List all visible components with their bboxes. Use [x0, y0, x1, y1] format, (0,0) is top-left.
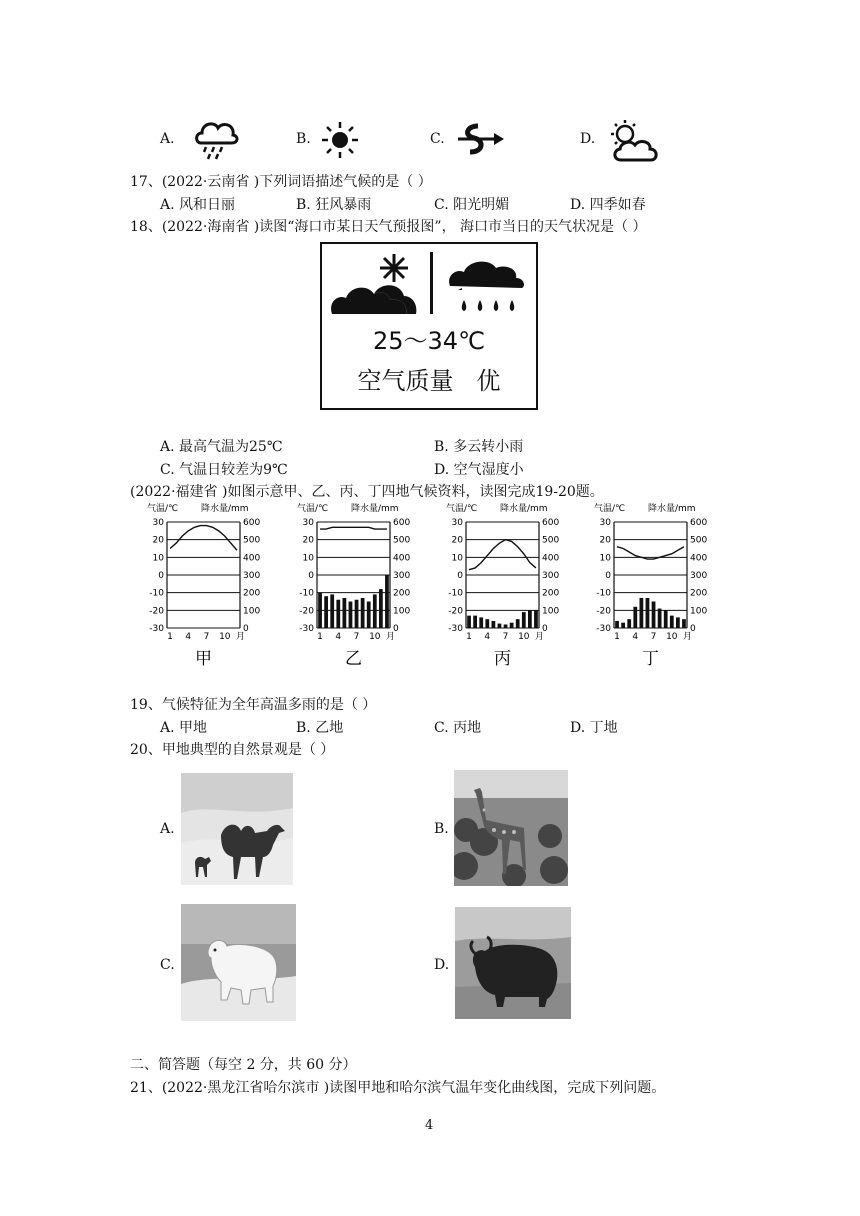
precip-bar	[349, 602, 353, 629]
q19-option-b[interactable]: B. 乙地	[296, 720, 344, 736]
month-tick-label: 1	[614, 632, 620, 642]
temperature-line	[170, 526, 237, 551]
precip-bar	[522, 612, 526, 628]
q21-stem: 21、(2022·黑龙江省哈尔滨市 )读图甲地和哈尔滨气温年变化曲线图，完成下列问题。	[130, 1080, 666, 1096]
precip-bar	[504, 624, 508, 628]
q20-stem: 20、甲地典型的自然景观是（ ）	[130, 742, 335, 758]
precip-axis-label: 降水量/mm	[201, 504, 249, 514]
precip-bar	[682, 619, 686, 628]
precip-tick-label: 100	[690, 606, 708, 617]
temp-tick-label: 30	[152, 518, 164, 528]
precip-tick-label: 300	[542, 571, 560, 581]
precip-tick-label: 600	[542, 518, 560, 528]
temp-tick-label: 10	[152, 553, 164, 564]
q20-option-a-letter[interactable]: A.	[160, 821, 175, 837]
precip-tick-label: 0	[690, 624, 696, 634]
q18-option-d[interactable]: D. 空气湿度小	[434, 462, 524, 478]
precip-tick-label: 300	[690, 571, 708, 581]
temp-tick-label: -10	[299, 588, 314, 599]
climate-chart-0	[145, 500, 295, 670]
sun-icon	[320, 120, 360, 160]
month-unit-label: 月	[386, 632, 396, 642]
precip-tick-label: 100	[393, 606, 411, 617]
precip-tick-label: 0	[243, 624, 249, 634]
temp-axis-label: 气温/℃	[446, 504, 478, 514]
temp-tick-label: -30	[596, 624, 611, 634]
q17-option-a[interactable]: A. 风和日丽	[160, 197, 236, 213]
precip-bar	[658, 609, 662, 628]
forecast-divider	[430, 252, 433, 314]
q17-option-d[interactable]: D. 四季如春	[570, 197, 646, 213]
month-tick-label: 1	[167, 632, 173, 642]
temp-axis-label: 气温/℃	[297, 504, 329, 514]
temp-tick-label: 0	[308, 571, 314, 581]
precip-axis-label: 降水量/mm	[500, 504, 548, 514]
precip-bar	[485, 619, 489, 628]
temp-tick-label: 30	[599, 518, 611, 528]
precip-tick-label: 300	[393, 571, 411, 581]
rain-cloud-icon	[193, 113, 239, 161]
precip-bar	[318, 593, 322, 628]
temp-tick-label: 0	[457, 571, 463, 581]
precip-tick-label: 400	[393, 553, 411, 564]
precip-axis-label: 降水量/mm	[648, 504, 696, 514]
q20-option-c-letter[interactable]: C.	[160, 957, 175, 973]
precip-bar	[355, 600, 359, 628]
polar-bear-ice-photo[interactable]	[181, 904, 296, 1021]
q19-option-d[interactable]: D. 丁地	[570, 720, 618, 736]
temp-tick-label: 20	[302, 535, 314, 546]
precip-bar	[510, 623, 514, 628]
precip-bar	[670, 616, 674, 628]
q19-option-c[interactable]: C. 丙地	[434, 720, 482, 736]
q20-option-b-letter[interactable]: B.	[434, 821, 449, 837]
precip-tick-label: 200	[393, 588, 411, 599]
temp-axis-label: 气温/℃	[147, 504, 179, 514]
month-tick-label: 1	[317, 632, 323, 642]
month-tick-label: 1	[466, 632, 472, 642]
section-heading: 二、简答题（每空 2 分，共 60 分）	[130, 1057, 357, 1073]
q20-option-d-letter[interactable]: D.	[434, 957, 450, 973]
chart-title: 乙	[345, 649, 362, 669]
q19-stem: 19、气候特征为全年高温多雨的是（ ）	[130, 697, 377, 713]
month-tick-label: 10	[369, 632, 381, 642]
month-tick-label: 4	[484, 632, 491, 642]
month-tick-label: 10	[666, 632, 678, 642]
chart-title: 甲	[195, 649, 212, 669]
temp-tick-label: -20	[448, 606, 463, 617]
month-tick-label: 4	[632, 632, 639, 642]
month-tick-label: 7	[353, 632, 360, 642]
sun-behind-cloud-icon	[605, 118, 661, 164]
q18-stem: 18、(2022·海南省 )读图“海口市某日天气预报图”， 海口市当日的天气状况是（ ）	[130, 219, 647, 235]
precip-tick-label: 500	[542, 535, 560, 546]
q18-option-a[interactable]: A. 最高气温为25℃	[160, 439, 283, 455]
precip-bar	[342, 598, 346, 628]
wind-arrow-icon	[456, 122, 506, 156]
temp-tick-label: 0	[605, 571, 611, 581]
month-tick-label: 4	[185, 632, 192, 642]
precip-bar	[491, 621, 495, 628]
precip-tick-label: 0	[393, 624, 399, 634]
precip-bar	[652, 602, 656, 629]
temperature-line	[320, 527, 387, 529]
page-number: 4	[425, 1118, 434, 1133]
precip-tick-label: 300	[243, 571, 261, 581]
precip-tick-label: 100	[243, 606, 261, 617]
month-tick-label: 7	[203, 632, 210, 642]
precip-bar	[336, 600, 340, 628]
weather-forecast-panel	[320, 242, 538, 410]
precip-bar	[676, 617, 680, 628]
temp-tick-label: 30	[302, 518, 314, 528]
precip-axis-label: 降水量/mm	[351, 504, 399, 514]
q18-option-b[interactable]: B. 多云转小雨	[434, 439, 524, 455]
temp-tick-label: -30	[299, 624, 314, 634]
precip-bar	[330, 594, 334, 628]
month-unit-label: 月	[535, 632, 545, 642]
precip-tick-label: 500	[243, 535, 261, 546]
q19-option-a[interactable]: A. 甲地	[160, 720, 208, 736]
precip-bar	[534, 610, 538, 628]
temp-tick-label: 30	[451, 518, 463, 528]
temp-tick-label: -20	[299, 606, 314, 617]
precip-tick-label: 200	[690, 588, 708, 599]
giraffe-savanna-photo[interactable]	[454, 770, 568, 886]
temp-tick-label: -20	[596, 606, 611, 617]
precip-bar	[646, 598, 650, 628]
q18-option-c[interactable]: C. 气温日较差为9℃	[160, 462, 288, 478]
precip-tick-label: 400	[243, 553, 261, 564]
temp-tick-label: 20	[152, 535, 164, 546]
temperature-line	[469, 540, 536, 570]
precip-tick-label: 100	[542, 606, 560, 617]
precip-bar	[367, 602, 371, 629]
temp-tick-label: -30	[149, 624, 164, 634]
precip-bar	[528, 610, 532, 628]
precip-bar	[385, 575, 389, 628]
precip-bar	[639, 598, 643, 628]
rain-icon	[444, 258, 528, 318]
option-a-letter: A.	[160, 131, 175, 147]
temp-tick-label: 10	[599, 553, 611, 564]
sun-cloud-icon	[328, 248, 428, 320]
precip-tick-label: 200	[243, 588, 261, 599]
temp-tick-label: -10	[149, 588, 164, 599]
forecast-temperature: 25～34℃	[372, 327, 486, 355]
temp-axis-label: 气温/℃	[594, 504, 626, 514]
option-c-letter: C.	[430, 131, 445, 147]
precip-tick-label: 200	[542, 588, 560, 599]
yak-grassland-photo[interactable]	[455, 907, 571, 1019]
option-b-letter: B.	[296, 131, 311, 147]
q19-20-intro: (2022·福建省 )如图示意甲、乙、丙、丁四地气候资料，读图完成19-20题。	[130, 484, 604, 500]
precip-tick-label: 500	[690, 535, 708, 546]
month-unit-label: 月	[236, 632, 246, 642]
temp-tick-label: 10	[451, 553, 463, 564]
climate-chart-2	[444, 500, 594, 670]
temp-tick-label: 20	[451, 535, 463, 546]
q17-option-b[interactable]: B. 狂风暴雨	[296, 197, 372, 213]
option-d-letter: D.	[580, 131, 596, 147]
q17-stem: 17、(2022·云南省 )下列词语描述气候的是（ ）	[130, 174, 432, 190]
month-tick-label: 10	[219, 632, 231, 642]
climate-chart-1	[295, 500, 445, 670]
month-tick-label: 4	[335, 632, 342, 642]
temp-tick-label: 10	[302, 553, 314, 564]
precip-tick-label: 0	[542, 624, 548, 634]
precip-tick-label: 400	[542, 553, 560, 564]
precip-bar	[516, 619, 520, 628]
precip-bar	[498, 624, 502, 628]
precip-bar	[664, 610, 668, 628]
temp-tick-label: 0	[158, 571, 164, 581]
forecast-air-quality: 空气质量 优	[357, 367, 501, 395]
month-tick-label: 7	[650, 632, 657, 642]
precip-tick-label: 600	[690, 518, 708, 528]
precip-bar	[324, 596, 328, 628]
temp-tick-label: -10	[448, 588, 463, 599]
precip-bar	[361, 598, 365, 628]
precip-tick-label: 600	[393, 518, 411, 528]
precip-bar	[479, 617, 483, 628]
temp-tick-label: 20	[599, 535, 611, 546]
precip-bar	[473, 616, 477, 628]
precip-bar	[627, 619, 631, 628]
precip-bar	[633, 607, 637, 628]
precip-tick-label: 600	[243, 518, 261, 528]
temp-tick-label: -10	[596, 588, 611, 599]
chart-title: 丙	[494, 649, 511, 669]
month-unit-label: 月	[683, 632, 693, 642]
month-tick-label: 10	[518, 632, 530, 642]
chart-title: 丁	[642, 649, 659, 669]
camel-desert-photo[interactable]	[181, 773, 293, 885]
precip-bar	[379, 589, 383, 628]
month-tick-label: 7	[502, 632, 509, 642]
temp-tick-label: -20	[149, 606, 164, 617]
precip-bar	[621, 623, 625, 628]
precip-bar	[615, 621, 619, 628]
precip-bar	[373, 594, 377, 628]
q17-option-c[interactable]: C. 阳光明媚	[434, 197, 510, 213]
climate-chart-3	[592, 500, 742, 670]
precip-bar	[467, 616, 471, 628]
temp-tick-label: -30	[448, 624, 463, 634]
precip-tick-label: 400	[690, 553, 708, 564]
precip-tick-label: 500	[393, 535, 411, 546]
